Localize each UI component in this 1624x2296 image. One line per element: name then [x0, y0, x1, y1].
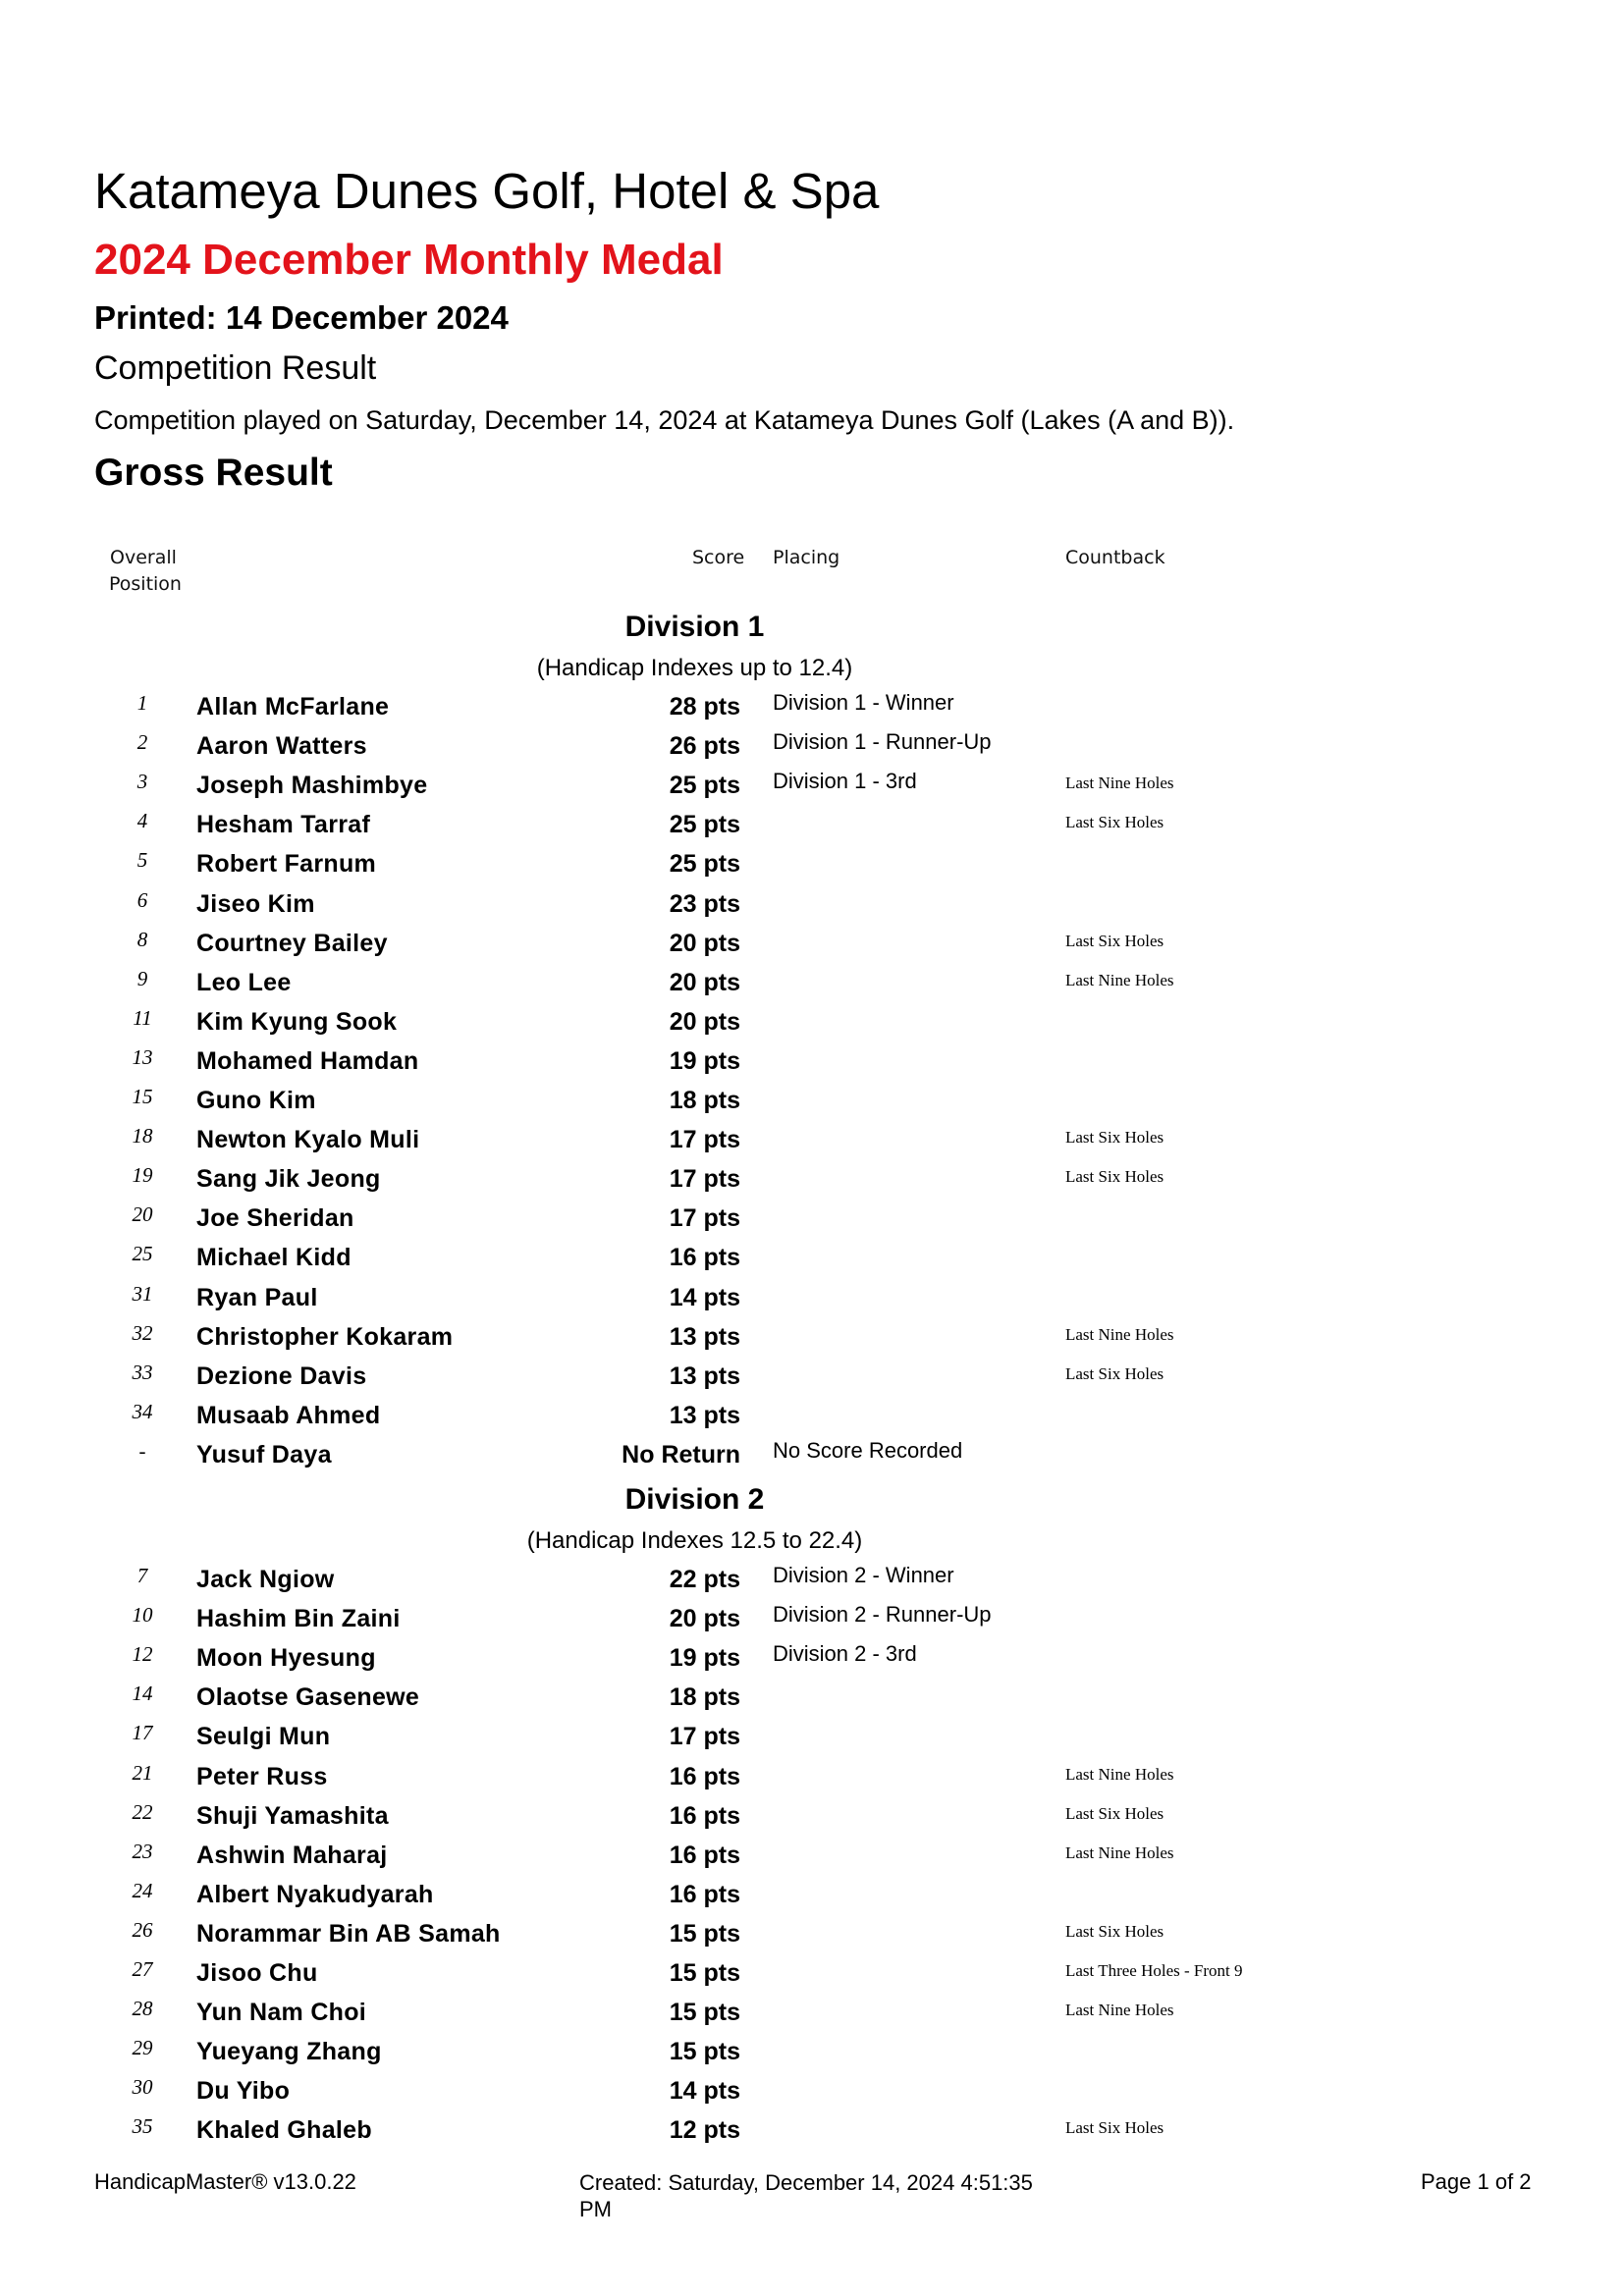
score-cell: 16 pts	[669, 1801, 740, 1830]
position-cell: 28	[132, 1997, 153, 2021]
score-cell: 16 pts	[669, 1244, 740, 1272]
division-title: Division 2	[624, 1483, 765, 1516]
player-name: Guno Kim	[196, 1087, 316, 1114]
score-cell: 15 pts	[669, 2038, 740, 2066]
table-row	[0, 1796, 1624, 1836]
score-cell: 17 pts	[669, 1126, 740, 1154]
table-row	[0, 963, 1624, 1002]
position-cell: 19	[132, 1163, 153, 1188]
player-name: Allan McFarlane	[196, 693, 390, 721]
countback-cell: Last Nine Holes	[1065, 970, 1174, 989]
score-cell: No Return	[622, 1440, 740, 1468]
score-cell: 28 pts	[669, 693, 740, 721]
table-row	[0, 1599, 1624, 1638]
score-cell: 18 pts	[669, 1683, 740, 1712]
footer-page: Page 1 of 2	[1421, 2169, 1532, 2194]
score-cell: 15 pts	[669, 1919, 740, 1948]
score-cell: 15 pts	[669, 1999, 740, 2027]
table-row	[0, 1041, 1624, 1081]
position-cell: 35	[132, 2114, 153, 2139]
position-cell: 1	[136, 691, 148, 715]
table-row	[0, 1560, 1624, 1599]
player-name: Seulgi Mun	[196, 1723, 331, 1751]
table-row	[0, 1002, 1624, 1041]
table-row	[0, 924, 1624, 963]
score-cell: 12 pts	[669, 2116, 740, 2145]
placing-cell: Division 1 - Runner-Up	[773, 729, 992, 755]
score-cell: 25 pts	[669, 850, 740, 879]
player-name: Christopher Kokaram	[196, 1322, 454, 1351]
table-row	[0, 1120, 1624, 1159]
table-row	[0, 1638, 1624, 1678]
position-cell: 2	[136, 730, 148, 755]
player-name: Hashim Bin Zaini	[196, 1605, 401, 1633]
player-name: Mohamed Hamdan	[196, 1046, 419, 1075]
position-cell: 4	[136, 809, 148, 833]
countback-cell: Last Three Holes - Front 9	[1065, 1961, 1243, 1980]
player-name: Olaotse Gasenewe	[196, 1683, 420, 1712]
position-cell: 26	[132, 1917, 153, 1942]
table-row	[0, 1435, 1624, 1474]
player-name: Norammar Bin AB Samah	[196, 1919, 501, 1948]
countback-cell: Last Nine Holes	[1065, 774, 1174, 793]
position-cell: 18	[132, 1124, 153, 1148]
table-row	[0, 1317, 1624, 1357]
countback-cell: Last Six Holes	[1065, 931, 1164, 950]
player-name: Ashwin Maharaj	[196, 1841, 388, 1869]
player-name: Courtney Bailey	[196, 929, 388, 957]
table-row	[0, 1875, 1624, 1914]
score-cell: 16 pts	[669, 1880, 740, 1908]
position-cell: 20	[132, 1202, 153, 1227]
score-cell: 14 pts	[669, 1283, 740, 1311]
table-row	[0, 1396, 1624, 1435]
table-row	[0, 805, 1624, 844]
score-cell: 19 pts	[669, 1644, 740, 1673]
countback-cell: Last Nine Holes	[1065, 1324, 1174, 1344]
position-cell: 17	[132, 1721, 153, 1745]
column-header-placing: Placing	[773, 547, 840, 568]
score-cell: 23 pts	[669, 889, 740, 918]
player-name: Jack Ngiow	[196, 1566, 335, 1593]
table-row	[0, 1953, 1624, 1993]
table-row	[0, 1357, 1624, 1396]
player-name: Yueyang Zhang	[196, 2038, 382, 2066]
position-cell: 8	[136, 927, 148, 951]
position-cell: 9	[136, 966, 148, 990]
player-name: Ryan Paul	[196, 1283, 318, 1311]
countback-cell: Last Six Holes	[1065, 2118, 1164, 2138]
player-name: Hesham Tarraf	[196, 811, 371, 839]
score-cell: 22 pts	[669, 1566, 740, 1593]
countback-cell: Last Six Holes	[1065, 813, 1164, 832]
countback-cell: Last Six Holes	[1065, 1167, 1164, 1187]
score-cell: 17 pts	[669, 1165, 740, 1194]
position-cell: 21	[132, 1760, 153, 1785]
printed-date: Printed: 14 December 2024	[94, 299, 509, 336]
score-cell: 19 pts	[669, 1046, 740, 1075]
player-name: Joseph Mashimbye	[196, 772, 428, 800]
placing-cell: No Score Recorded	[773, 1437, 963, 1463]
player-name: Leo Lee	[196, 968, 292, 996]
position-cell: 13	[132, 1044, 153, 1069]
table-row	[0, 2110, 1624, 2150]
countback-cell: Last Six Holes	[1065, 1803, 1164, 1823]
position-cell: 33	[132, 1360, 153, 1384]
score-cell: 14 pts	[669, 2077, 740, 2106]
countback-cell: Last Nine Holes	[1065, 1842, 1174, 1862]
score-cell: 25 pts	[669, 772, 740, 800]
position-cell: 24	[132, 1878, 153, 1902]
position-cell: -	[138, 1438, 146, 1463]
score-cell: 13 pts	[669, 1362, 740, 1390]
player-name: Jisoo Chu	[196, 1959, 318, 1987]
position-cell: 32	[132, 1320, 153, 1345]
section-title: Gross Result	[94, 452, 333, 494]
table-row	[0, 844, 1624, 883]
table-row	[0, 2071, 1624, 2110]
division-subtitle: (Handicap Indexes up to 12.4)	[536, 655, 853, 681]
table-row	[0, 1678, 1624, 1717]
score-cell: 13 pts	[669, 1401, 740, 1429]
table-row	[0, 1199, 1624, 1238]
placing-cell: Division 1 - Winner	[773, 690, 954, 715]
table-row	[0, 1757, 1624, 1796]
table-row	[0, 2032, 1624, 2071]
score-cell: 20 pts	[669, 1605, 740, 1633]
position-cell: 6	[136, 887, 148, 912]
placing-cell: Division 2 - 3rd	[773, 1641, 917, 1667]
score-cell: 18 pts	[669, 1087, 740, 1114]
column-header-score: Score	[692, 547, 745, 568]
column-header-position: Position	[109, 573, 182, 595]
column-header-countback: Countback	[1065, 547, 1165, 568]
score-cell: 20 pts	[669, 1007, 740, 1036]
score-cell: 17 pts	[669, 1723, 740, 1751]
score-cell: 16 pts	[669, 1762, 740, 1790]
position-cell: 27	[132, 1957, 153, 1981]
player-name: Moon Hyesung	[196, 1644, 376, 1673]
position-cell: 3	[136, 770, 148, 794]
player-name: Sang Jik Jeong	[196, 1165, 381, 1194]
player-name: Khaled Ghaleb	[196, 2116, 372, 2145]
countback-cell: Last Six Holes	[1065, 1921, 1164, 1941]
position-cell: 10	[132, 1603, 153, 1628]
score-cell: 17 pts	[669, 1204, 740, 1233]
division-subtitle: (Handicap Indexes 12.5 to 22.4)	[526, 1527, 863, 1554]
table-row	[0, 1159, 1624, 1199]
position-cell: 25	[132, 1242, 153, 1266]
player-name: Robert Farnum	[196, 850, 377, 879]
position-cell: 29	[132, 2036, 153, 2060]
competition-name: 2024 December Monthly Medal	[94, 236, 724, 284]
player-name: Joe Sheridan	[196, 1204, 354, 1233]
table-row	[0, 1836, 1624, 1875]
countback-cell: Last Nine Holes	[1065, 1764, 1174, 1784]
score-cell: 13 pts	[669, 1322, 740, 1351]
placing-cell: Division 1 - 3rd	[773, 769, 917, 794]
player-name: Yusuf Daya	[196, 1440, 332, 1468]
position-cell: 22	[132, 1799, 153, 1824]
division-title: Division 1	[624, 611, 765, 643]
footer-software: HandicapMaster® v13.0.22	[94, 2169, 356, 2194]
position-cell: 15	[132, 1085, 153, 1108]
score-cell: 25 pts	[669, 811, 740, 839]
played-info: Competition played on Saturday, December 14, 2024 at Katameya Dunes Golf (Lakes (A and B)).	[94, 405, 1235, 435]
player-name: Du Yibo	[196, 2077, 291, 2106]
table-row	[0, 1717, 1624, 1756]
player-name: Peter Russ	[196, 1762, 328, 1790]
player-name: Newton Kyalo Muli	[196, 1126, 420, 1154]
column-header-overall: Overall	[110, 547, 177, 568]
position-cell: 30	[132, 2075, 153, 2100]
player-name: Albert Nyakudyarah	[196, 1880, 434, 1908]
position-cell: 11	[133, 1005, 152, 1030]
countback-cell: Last Nine Holes	[1065, 2001, 1174, 2020]
player-name: Shuji Yamashita	[196, 1801, 389, 1830]
table-row	[0, 1278, 1624, 1317]
player-name: Michael Kidd	[196, 1244, 352, 1272]
player-name: Kim Kyung Sook	[196, 1007, 398, 1036]
score-cell: 26 pts	[669, 732, 740, 761]
footer-created: Created: Saturday, December 14, 2024 4:51:35 PM	[579, 2170, 1033, 2221]
countback-cell: Last Six Holes	[1065, 1128, 1164, 1148]
player-name: Dezione Davis	[196, 1362, 367, 1390]
position-cell: 14	[132, 1682, 153, 1706]
result-title: Competition Result	[94, 349, 377, 387]
player-name: Yun Nam Choi	[196, 1999, 367, 2027]
countback-cell: Last Six Holes	[1065, 1363, 1164, 1383]
table-row	[0, 766, 1624, 805]
table-row	[0, 726, 1624, 766]
player-name: Jiseo Kim	[196, 889, 315, 918]
club-name: Katameya Dunes Golf, Hotel & Spa	[94, 163, 880, 219]
position-cell: 34	[132, 1399, 153, 1423]
position-cell: 31	[132, 1281, 153, 1306]
table-row	[0, 687, 1624, 726]
score-cell: 20 pts	[669, 929, 740, 957]
position-cell: 7	[136, 1564, 148, 1587]
position-cell: 12	[132, 1642, 153, 1667]
table-row	[0, 884, 1624, 924]
position-cell: 23	[132, 1839, 153, 1863]
player-name: Musaab Ahmed	[196, 1401, 381, 1429]
placing-cell: Division 2 - Winner	[773, 1563, 954, 1587]
placing-cell: Division 2 - Runner-Up	[773, 1602, 992, 1628]
player-name: Aaron Watters	[196, 732, 367, 761]
score-cell: 15 pts	[669, 1959, 740, 1987]
position-cell: 5	[136, 848, 148, 873]
table-row	[0, 1993, 1624, 2032]
table-row	[0, 1081, 1624, 1120]
table-row	[0, 1914, 1624, 1953]
table-row	[0, 1238, 1624, 1277]
score-cell: 20 pts	[669, 968, 740, 996]
score-cell: 16 pts	[669, 1841, 740, 1869]
